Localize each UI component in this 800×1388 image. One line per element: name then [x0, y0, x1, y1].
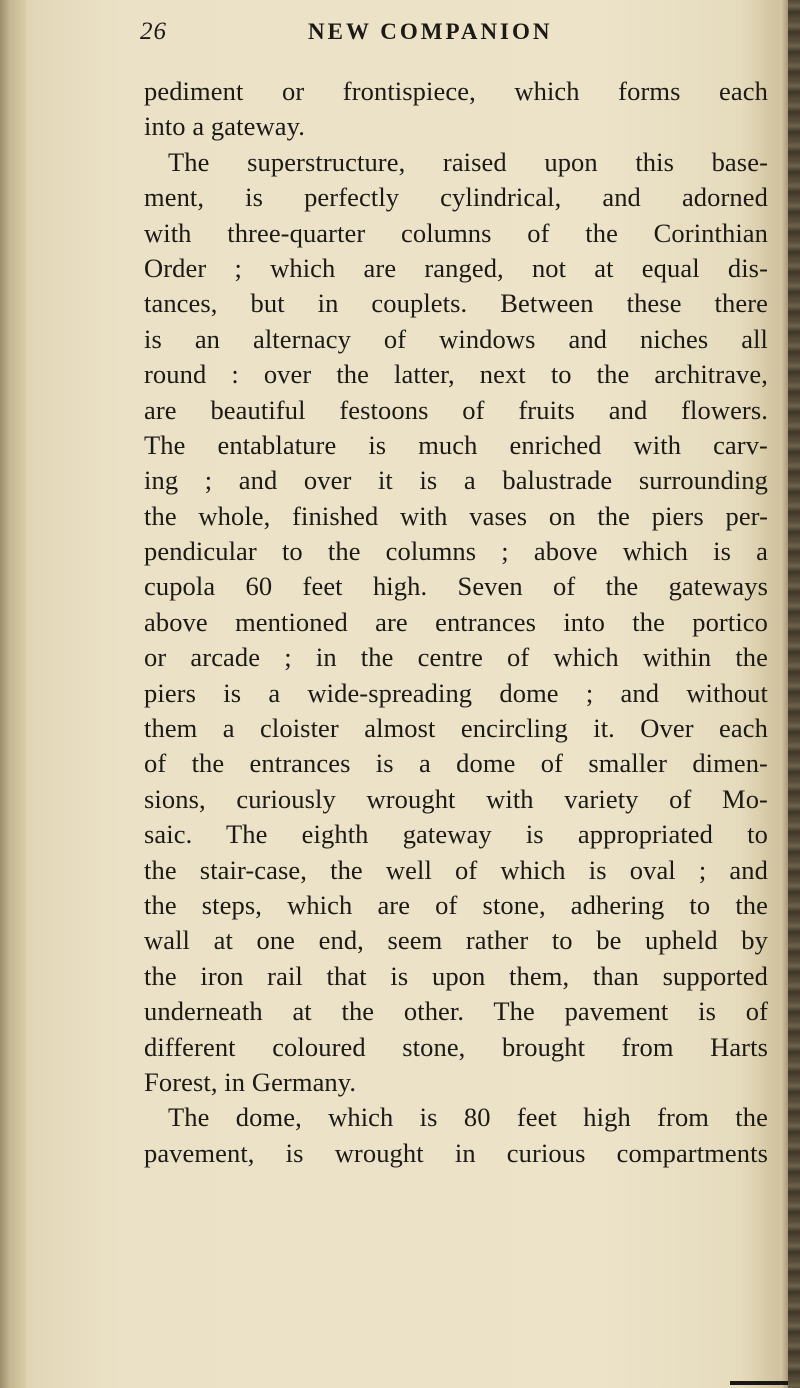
page-gutter: [0, 0, 26, 1388]
text-line: ing ; and over it is a balustrade surrounding: [144, 465, 768, 496]
text-line: is an alternacy of windows and niches all: [144, 323, 768, 354]
text-line: the whole, finished with vases on the piers per-: [144, 500, 768, 531]
page-stack-edge: [788, 0, 800, 1388]
bottom-mark: [730, 1381, 788, 1385]
text-line: the steps, which are of stone, adhering to the: [144, 889, 768, 920]
text-line: wall at one end, seem rather to be upheld by: [144, 925, 768, 956]
text-line: cupola 60 feet high. Seven of the gateways: [144, 571, 768, 602]
text-line: into a gateway.: [144, 111, 305, 142]
text-line: sions, curiously wrought with variety of Mo-: [144, 783, 768, 814]
text-line: of the entrances is a dome of smaller dimen-: [144, 748, 768, 779]
text-line: tances, but in couplets. Between these there: [144, 288, 768, 319]
page-number: 26: [140, 18, 167, 45]
text-line: different coloured stone, brought from Harts: [144, 1031, 768, 1062]
text-line: The dome, which is 80 feet high from the: [168, 1102, 768, 1133]
text-line: the iron rail that is upon them, than supported: [144, 960, 768, 991]
running-head: NEW COMPANION: [308, 19, 553, 44]
text-line: above mentioned are entrances into the portico: [144, 606, 768, 637]
page-edge-shadow: [780, 0, 788, 1388]
text-line: pediment or frontispiece, which forms each: [144, 76, 768, 106]
text-line: Order ; which are ranged, not at equal dis-: [144, 252, 768, 283]
text-line: ment, is perfectly cylindrical, and adorned: [144, 182, 768, 213]
text-line: or arcade ; in the centre of which within the: [144, 642, 768, 673]
text-line: The entablature is much enriched with carv-: [144, 429, 768, 460]
text-line: The superstructure, raised upon this base-: [168, 146, 768, 177]
text-line: piers is a wide-spreading dome ; and without: [144, 677, 768, 708]
text-line: saic. The eighth gateway is appropriated to: [144, 819, 768, 850]
text-line: Forest, in Germany.: [144, 1066, 357, 1097]
text-line: round : over the latter, next to the architrave,: [144, 359, 768, 390]
text-line: are beautiful festoons of fruits and flowers.: [144, 394, 768, 425]
text-line: the stair-case, the well of which is oval ; and: [144, 854, 768, 885]
text-line: underneath at the other. The pavement is of: [144, 996, 768, 1027]
body-text: [144, 74, 768, 1171]
text-line: with three-quarter columns of the Corinthian: [144, 217, 768, 248]
page-header: [0, 0, 800, 60]
text-line: pavement, is wrought in curious compartments: [144, 1137, 768, 1168]
text-line: pendicular to the columns ; above which is a: [144, 536, 768, 567]
text-line: them a cloister almost encircling it. Over each: [144, 713, 768, 744]
